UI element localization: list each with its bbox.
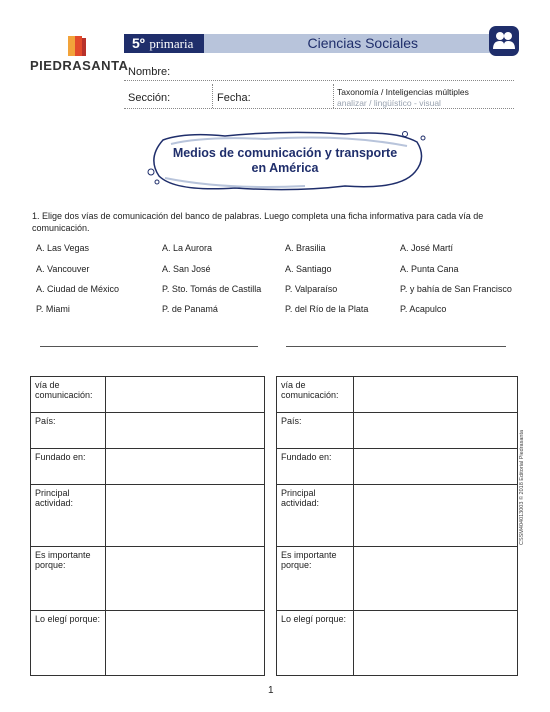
group-users-icon xyxy=(489,26,519,56)
word-bank-item: A. La Aurora xyxy=(162,243,213,253)
section-line xyxy=(124,108,514,109)
taxonomy-label: Taxonomía / Inteligencias múltiples xyxy=(337,87,469,97)
card-answer[interactable] xyxy=(106,611,265,676)
card-label: Fundado en: xyxy=(277,449,354,485)
card-label: Principal actividad: xyxy=(31,485,106,547)
book-logo-icon xyxy=(62,34,92,58)
card-label: Es importante porque: xyxy=(277,547,354,611)
word-bank-item: A. Punta Cana xyxy=(400,264,459,274)
word-bank-item: A. Ciudad de México xyxy=(36,284,120,294)
worksheet-title xyxy=(150,146,420,176)
card-answer[interactable] xyxy=(106,485,265,547)
card-label: vía de comunicación: xyxy=(277,377,354,413)
taxonomy-detail: analizar / lingüístico - visual xyxy=(337,98,441,108)
word-bank-item: P. Sto. Tomás de Castilla xyxy=(162,284,262,294)
card-label: Lo elegí porque: xyxy=(31,611,106,676)
section-label: Sección: xyxy=(128,92,171,104)
word-bank-item: P. y bahía de San Francisco xyxy=(400,284,512,294)
brand-name: PIEDRASANTA xyxy=(30,58,129,73)
divider xyxy=(333,84,334,108)
date-label: Fecha: xyxy=(217,92,251,104)
grade-box xyxy=(124,34,204,53)
name-line[interactable] xyxy=(124,80,514,81)
card-answer[interactable] xyxy=(354,611,518,676)
card-label: vía de comunicación: xyxy=(31,377,106,413)
subject-bar xyxy=(204,34,510,53)
copyright-code: CSSM404013003 © 2018 Editorial Piedrasanta xyxy=(519,429,525,545)
word-bank-item: P. Acapulco xyxy=(400,304,447,314)
word-bank-item: A. Brasilia xyxy=(285,243,326,253)
card-label: Principal actividad: xyxy=(277,485,354,547)
word-bank-item: A. José Martí xyxy=(400,243,454,253)
card-answer[interactable] xyxy=(106,377,265,413)
card-answer[interactable] xyxy=(106,449,265,485)
divider xyxy=(212,84,213,108)
card-answer[interactable] xyxy=(354,449,518,485)
card-label: País: xyxy=(31,413,106,449)
page-number: 1 xyxy=(268,685,274,696)
card-label: Fundado en: xyxy=(31,449,106,485)
info-card-1 xyxy=(30,376,265,676)
subject-title: Ciencias Sociales xyxy=(307,35,418,51)
word-bank-item: P. Valparaíso xyxy=(285,284,338,294)
card-answer[interactable] xyxy=(354,377,518,413)
card-label: País: xyxy=(277,413,354,449)
card-label: Es importante porque: xyxy=(31,547,106,611)
info-card-2 xyxy=(276,376,518,676)
answer-line-1[interactable] xyxy=(40,346,258,347)
grade-level: primaria xyxy=(149,36,194,51)
instruction-text: 1. Elige dos vías de comunicación del banco de palabras. Luego completa una ficha informativa para cada vía de comunicación. xyxy=(32,211,484,233)
name-label: Nombre: xyxy=(128,66,171,78)
word-bank-item: A. Vancouver xyxy=(36,264,90,274)
card-label: Lo elegí porque: xyxy=(277,611,354,676)
card-answer[interactable] xyxy=(106,413,265,449)
card-answer[interactable] xyxy=(354,485,518,547)
word-bank-item: A. Santiago xyxy=(285,264,332,274)
card-answer[interactable] xyxy=(354,547,518,611)
title-line-1: Medios de comunicación y transporte xyxy=(172,146,398,160)
word-bank-item: P. de Panamá xyxy=(162,304,218,314)
word-bank-item: P. del Río de la Plata xyxy=(285,304,369,314)
word-bank-item: A. Las Vegas xyxy=(36,243,90,253)
word-bank-item: P. Miami xyxy=(36,304,70,314)
title-line-2: en América xyxy=(251,161,319,175)
answer-line-2[interactable] xyxy=(286,346,506,347)
card-answer[interactable] xyxy=(106,547,265,611)
word-bank-item: A. San José xyxy=(162,264,211,274)
card-answer[interactable] xyxy=(354,413,518,449)
grade-number: 5º xyxy=(132,35,145,51)
